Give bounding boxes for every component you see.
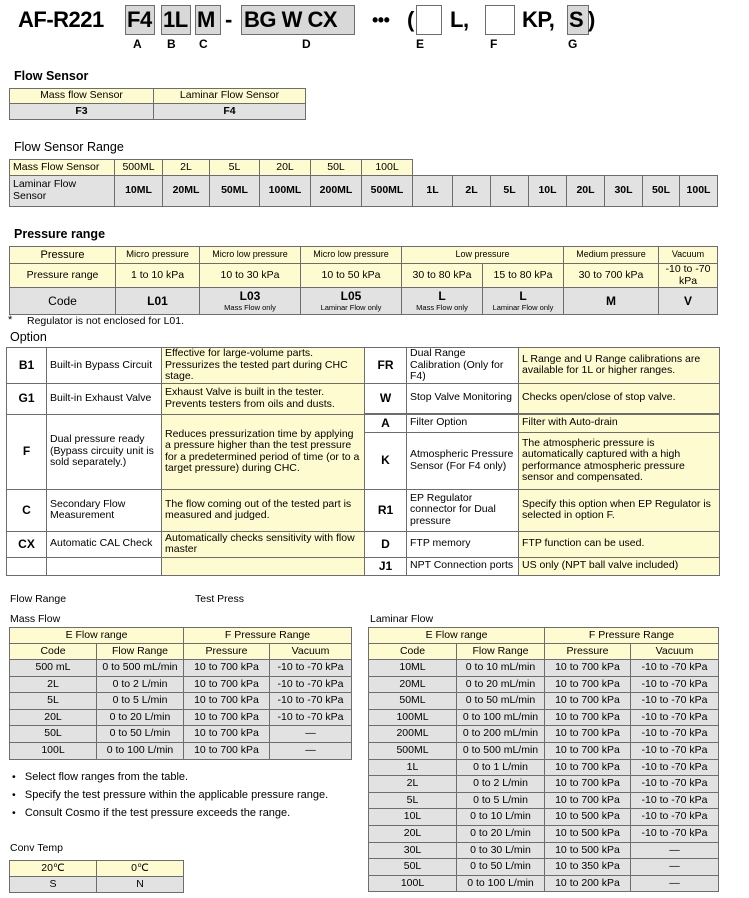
footnote-mark: * (8, 314, 13, 326)
laminar-range: 20L (567, 176, 605, 207)
col-code: Code (10, 644, 97, 660)
option-code: C (7, 489, 47, 531)
laminar-range: 200ML (311, 176, 362, 207)
row-code: 20L (369, 825, 457, 842)
row-code: 100L (10, 742, 97, 759)
row-flow-range: 0 to 1 L/min (457, 759, 545, 776)
row-pressure: 10 to 700 kPa (184, 742, 270, 759)
row-code: 2L (10, 676, 97, 693)
option-code: CX (7, 531, 47, 557)
pressure-code-l05: L05 (340, 289, 362, 304)
mass-range-100l: 100L (362, 160, 413, 176)
option-name: Stop Valve Monitoring (407, 383, 519, 413)
pressure-code-l: L (438, 289, 446, 304)
table-row (369, 676, 719, 693)
note: • Consult Cosmo if the test pressure exceeds the range. (12, 807, 291, 819)
table-row (10, 693, 352, 710)
table-row (369, 809, 719, 826)
row-flow-range: 0 to 50 mL/min (457, 693, 545, 710)
row-flow-range: 0 to 2 L/min (457, 776, 545, 793)
row-flow-range: 0 to 10 mL/min (457, 660, 545, 677)
pressure-name: Micro low pressure (200, 247, 301, 264)
row-vacuum: -10 to -70 kPa (631, 660, 719, 677)
row-flow-range: 0 to 500 mL/min (457, 742, 545, 759)
flow-sensor-title: Flow Sensor (14, 69, 89, 83)
laminar-range: 20ML (163, 176, 210, 207)
col-flow-range: Flow Range (97, 644, 184, 660)
row-vacuum: — (631, 875, 719, 892)
table-row (369, 842, 719, 859)
pressure-name: Vacuum (659, 247, 718, 264)
row-flow-range: 0 to 20 L/min (457, 825, 545, 842)
mass-range-50l: 50L (311, 160, 362, 176)
segment-c: M (197, 7, 215, 32)
mass-flow-title: Mass Flow (10, 613, 61, 625)
row-flow-range: 0 to 30 L/min (457, 842, 545, 859)
conv-temp-table (9, 860, 184, 893)
col-vacuum: Vacuum (631, 644, 719, 660)
col-pressure: Pressure (184, 644, 270, 660)
f-pressure-range-header: F Pressure Range (184, 628, 352, 644)
row-flow-range: 0 to 20 L/min (97, 709, 184, 726)
pressure-range-title: Pressure range (14, 227, 106, 241)
row-pressure: 10 to 700 kPa (184, 726, 270, 743)
f-pressure-range-header: F Pressure Range (545, 628, 719, 644)
option-desc: Exhaust Valve is built in the tester. Prevents testers from oils and dusts. (162, 383, 365, 414)
row-code: 100ML (369, 709, 457, 726)
close-paren: ) (588, 7, 595, 32)
pressure-range-table (9, 246, 718, 315)
option-name: Filter Option (407, 414, 519, 432)
row-code: 100L (369, 875, 457, 892)
laminar-range: 500ML (362, 176, 413, 207)
pressure-name: Micro pressure (116, 247, 200, 264)
pressure-range-value: 10 to 50 kPa (301, 264, 402, 288)
option-code: FR (365, 348, 407, 384)
pressure-label: Pressure (10, 247, 116, 264)
row-flow-range: 0 to 500 mL/min (97, 660, 184, 677)
code-f3: F3 (10, 104, 154, 120)
col-code: Code (369, 644, 457, 660)
option-code: J1 (365, 557, 407, 575)
mass-range-2l: 2L (163, 160, 210, 176)
pressure-range-value: 30 to 80 kPa (402, 264, 483, 288)
laminar-range: 1L (413, 176, 453, 207)
mass-range-5l: 5L (210, 160, 260, 176)
laminar-flow-title: Laminar Flow (370, 613, 434, 625)
note: • Select flow ranges from the table. (12, 771, 189, 783)
pressure-code-v: V (659, 288, 718, 315)
pressure-code-note: Laminar Flow only (320, 302, 382, 312)
option-desc: US only (NPT ball valve included) (519, 557, 720, 575)
segment-a: F4 (127, 7, 152, 32)
laminar-range: 100L (680, 176, 718, 207)
letter-e: E (416, 37, 425, 51)
row-flow-range: 0 to 2 L/min (97, 676, 184, 693)
mass-flow-sensor-label: Mass Flow Sensor (10, 160, 115, 176)
row-code: 20L (10, 709, 97, 726)
row-vacuum: -10 to -70 kPa (270, 709, 352, 726)
pressure-name: Low pressure (402, 247, 564, 264)
conv-temp-20c: 20℃ (10, 861, 97, 877)
conv-temp-title: Conv Temp (10, 842, 63, 854)
row-vacuum: -10 to -70 kPa (631, 726, 719, 743)
row-vacuum: -10 to -70 kPa (631, 809, 719, 826)
conv-temp-0c: 0℃ (97, 861, 184, 877)
row-code: 50L (10, 726, 97, 743)
option-desc: The atmospheric pressure is automatically captured with a high performance atmospheric pressure sensor and compensated. (519, 432, 720, 489)
pressure-name: Medium pressure (564, 247, 659, 264)
segment-b: 1L (163, 7, 188, 32)
row-vacuum: -10 to -70 kPa (631, 709, 719, 726)
option-name: EP Regulator connector for Dual pressure (407, 489, 519, 531)
laminar-range: 10L (529, 176, 567, 207)
option-code: K (365, 432, 407, 489)
row-code: 30L (369, 842, 457, 859)
pressure-code-l03: L03 (239, 289, 261, 304)
row-code: 1L (369, 759, 457, 776)
pressure-range-value: 10 to 30 kPa (200, 264, 301, 288)
row-flow-range: 0 to 100 L/min (457, 875, 545, 892)
table-row (369, 859, 719, 876)
table-row (369, 660, 719, 677)
col-flow-range: Flow Range (457, 644, 545, 660)
row-pressure: 10 to 500 kPa (545, 825, 631, 842)
col-pressure: Pressure (545, 644, 631, 660)
row-pressure: 10 to 350 kPa (545, 859, 631, 876)
table-row (369, 742, 719, 759)
option-desc: L Range and U Range calibrations are available for 1L or higher ranges. (519, 348, 720, 384)
row-vacuum: -10 to -70 kPa (270, 660, 352, 677)
row-pressure: 10 to 700 kPa (184, 693, 270, 710)
row-code: 10L (369, 809, 457, 826)
row-pressure: 10 to 500 kPa (545, 809, 631, 826)
conv-code-s: S (10, 877, 97, 893)
conv-code-n: N (97, 877, 184, 893)
pressure-code-l01: L01 (116, 288, 200, 315)
option-name: NPT Connection ports (407, 557, 519, 575)
option-name: Built-in Exhaust Valve (47, 383, 162, 414)
mass-flow-table (9, 627, 352, 760)
row-pressure: 10 to 700 kPa (184, 709, 270, 726)
option-name: Dual Range Calibration (Only for F4) (407, 348, 519, 384)
option-name: Built-in Bypass Circuit (47, 348, 162, 384)
option-desc: Checks open/close of stop valve. (519, 383, 720, 413)
option-code: W (365, 383, 407, 413)
row-code: 50L (369, 859, 457, 876)
laminar-range: 50L (643, 176, 680, 207)
table-row (10, 742, 352, 759)
pressure-footnote: Regulator is not enclosed for L01. (27, 315, 185, 327)
row-code: 2L (369, 776, 457, 793)
laminar-range: 2L (453, 176, 491, 207)
test-press-label: Test Press (195, 593, 245, 605)
row-flow-range: 0 to 5 L/min (97, 693, 184, 710)
row-flow-range: 0 to 50 L/min (457, 859, 545, 876)
dots: ••• (372, 10, 390, 30)
row-code: 5L (10, 693, 97, 710)
option-name: FTP memory (407, 531, 519, 557)
open-paren: ( (407, 7, 414, 32)
row-code: 10ML (369, 660, 457, 677)
notes-list (12, 771, 328, 825)
e-flow-range-header: E Flow range (10, 628, 184, 644)
row-flow-range: 0 to 20 mL/min (457, 676, 545, 693)
pressure-range-value: -10 to -70 kPa (659, 264, 718, 288)
option-name: Secondary Flow Measurement (47, 489, 162, 531)
row-flow-range: 0 to 5 L/min (457, 792, 545, 809)
e-flow-range-header: E Flow range (369, 628, 545, 644)
row-pressure: 10 to 700 kPa (545, 726, 631, 743)
table-row (10, 660, 352, 677)
mass-range-500ml: 500ML (115, 160, 163, 176)
table-row (369, 825, 719, 842)
option-desc: Specify this option when EP Regulator is selected in option F. (519, 489, 720, 531)
laminar-flow-table (368, 627, 719, 892)
row-pressure: 10 to 200 kPa (545, 875, 631, 892)
table-row (369, 875, 719, 892)
row-vacuum: — (270, 726, 352, 743)
model-prefix: AF-R221 (18, 7, 104, 32)
row-vacuum: -10 to -70 kPa (631, 742, 719, 759)
laminar-flow-sensor-label: Laminar Flow Sensor (10, 176, 115, 207)
mass-range-20l: 20L (260, 160, 311, 176)
table-row (369, 693, 719, 710)
row-pressure: 10 to 700 kPa (545, 676, 631, 693)
option-desc: Reduces pressurization time by applying a pressure higher than the test pressure for a predetermined period of time (or to a target pressure) during CHC. (162, 414, 365, 489)
option-code: F (7, 414, 47, 489)
mass-flow-sensor-header: Mass flow Sensor (10, 89, 154, 104)
row-pressure: 10 to 700 kPa (545, 660, 631, 677)
row-vacuum: -10 to -70 kPa (270, 693, 352, 710)
row-code: 500ML (369, 742, 457, 759)
pressure-code-l: L (519, 289, 527, 304)
table-row (10, 709, 352, 726)
option-code: A (365, 414, 407, 432)
row-vacuum: -10 to -70 kPa (631, 792, 719, 809)
table-row (10, 726, 352, 743)
flow-range-label: Flow Range (10, 593, 67, 605)
option-desc: Effective for large-volume parts. Pressurizes the tested part during CHC stage. (162, 348, 365, 384)
letter-a: A (133, 37, 142, 51)
laminar-range: 50ML (210, 176, 260, 207)
row-code: 5L (369, 792, 457, 809)
segment-f-blank (485, 5, 515, 35)
option-code: R1 (365, 489, 407, 531)
row-flow-range: 0 to 50 L/min (97, 726, 184, 743)
letter-c: C (199, 37, 208, 51)
unit-kp: KP, (522, 7, 555, 32)
row-pressure: 10 to 700 kPa (545, 759, 631, 776)
option-desc: Automatically checks sensitivity with flow master (162, 531, 365, 557)
row-flow-range: 0 to 100 mL/min (457, 709, 545, 726)
row-vacuum: -10 to -70 kPa (631, 693, 719, 710)
pressure-code-note: Laminar Flow only (492, 302, 554, 312)
option-code: G1 (7, 383, 47, 414)
option-table (6, 347, 720, 576)
row-code: 50ML (369, 693, 457, 710)
col-vacuum: Vacuum (270, 644, 352, 660)
row-vacuum: -10 to -70 kPa (631, 759, 719, 776)
unit-l: L, (450, 7, 469, 32)
row-code: 20ML (369, 676, 457, 693)
row-flow-range: 0 to 200 mL/min (457, 726, 545, 743)
option-title: Option (10, 330, 47, 344)
option-code: B1 (7, 348, 47, 384)
option-code: D (365, 531, 407, 557)
laminar-range: 100ML (260, 176, 311, 207)
table-row (369, 792, 719, 809)
row-vacuum: -10 to -70 kPa (631, 776, 719, 793)
laminar-flow-sensor-header: Laminar Flow Sensor (154, 89, 306, 104)
letter-f: F (490, 37, 498, 51)
code-f4: F4 (154, 104, 306, 120)
row-pressure: 10 to 700 kPa (184, 676, 270, 693)
row-vacuum: -10 to -70 kPa (631, 825, 719, 842)
dash: - (225, 7, 232, 32)
row-pressure: 10 to 700 kPa (184, 660, 270, 677)
row-flow-range: 0 to 10 L/min (457, 809, 545, 826)
table-row (369, 726, 719, 743)
segment-g: S (569, 7, 584, 32)
option-desc: Filter with Auto-drain (519, 414, 720, 432)
row-vacuum: — (270, 742, 352, 759)
table-row (10, 676, 352, 693)
option-name: Dual pressure ready (Bypass circuity unit is sold separately.) (47, 414, 162, 489)
code-label: Code (10, 288, 116, 315)
row-pressure: 10 to 500 kPa (545, 842, 631, 859)
row-vacuum: -10 to -70 kPa (270, 676, 352, 693)
option-name: Atmospheric Pressure Sensor (For F4 only) (407, 432, 519, 489)
row-pressure: 10 to 700 kPa (545, 742, 631, 759)
pressure-code-note: Mass Flow only (416, 302, 468, 312)
letter-b: B (167, 37, 176, 51)
pressure-code-m: M (564, 288, 659, 315)
row-pressure: 10 to 700 kPa (545, 792, 631, 809)
letter-d: D (302, 37, 311, 51)
row-vacuum: -10 to -70 kPa (631, 676, 719, 693)
table-row (369, 709, 719, 726)
note: • Specify the test pressure within the applicable pressure range. (12, 789, 329, 801)
row-code: 500 mL (10, 660, 97, 677)
segment-e-blank (416, 5, 442, 35)
laminar-range: 30L (605, 176, 643, 207)
pressure-range-value: 30 to 700 kPa (564, 264, 659, 288)
option-desc: The flow coming out of the tested part is measured and judged. (162, 489, 365, 531)
pressure-code-note: Mass Flow only (224, 302, 276, 312)
option-name: Automatic CAL Check (47, 531, 162, 557)
pressure-range-label: Pressure range (10, 264, 116, 288)
laminar-range: 5L (491, 176, 529, 207)
row-vacuum: — (631, 842, 719, 859)
table-row (369, 776, 719, 793)
option-desc: FTP function can be used. (519, 531, 720, 557)
segment-d: BG W CX (244, 7, 338, 32)
pressure-range-value: 15 to 80 kPa (483, 264, 564, 288)
row-pressure: 10 to 700 kPa (545, 709, 631, 726)
pressure-name: Micro low pressure (301, 247, 402, 264)
row-vacuum: — (631, 859, 719, 876)
flow-sensor-range-table (9, 159, 718, 207)
laminar-range: 10ML (115, 176, 163, 207)
pressure-range-value: 1 to 10 kPa (116, 264, 200, 288)
flow-sensor-table (9, 88, 306, 120)
row-code: 200ML (369, 726, 457, 743)
flow-sensor-range-title: Flow Sensor Range (14, 140, 124, 154)
letter-g: G (568, 37, 578, 51)
row-flow-range: 0 to 100 L/min (97, 742, 184, 759)
row-pressure: 10 to 700 kPa (545, 776, 631, 793)
table-row (369, 759, 719, 776)
row-pressure: 10 to 700 kPa (545, 693, 631, 710)
